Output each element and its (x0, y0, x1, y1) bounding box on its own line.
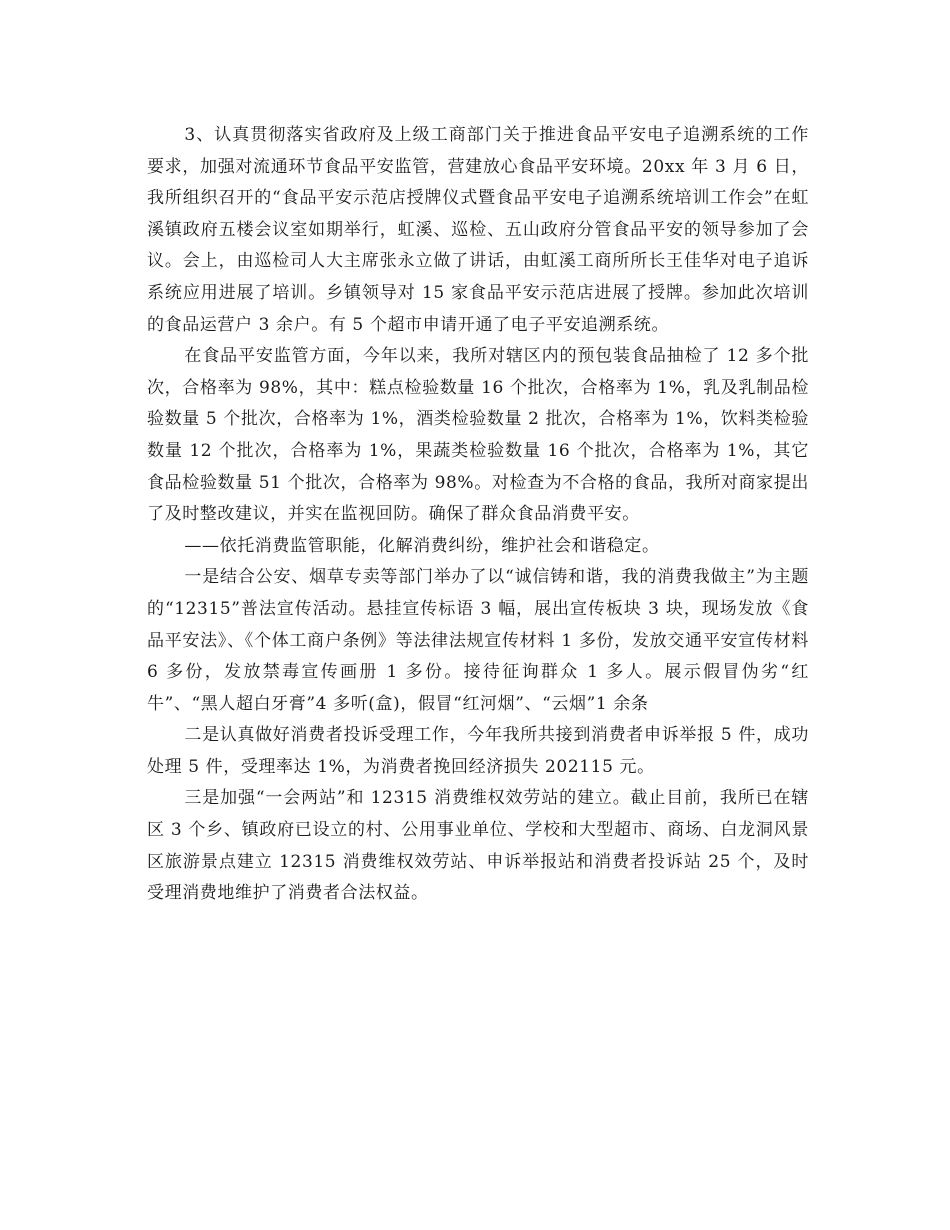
paragraph-publicity-activity: 一是结合公安、烟草专卖等部门举办了以“诚信铸和谐，我的消费我做主”为主题的“12315”普法宣传活动。悬挂宣传标语 3 幅，展出宣传板块 3 块，现场发放《食品平安法》、《个体工商户条例》等法律法规宣传材料 1 多份，发放交通平安宣传材料 6 多份，发放禁毒宣传画册 1 多份。接待征询群众 1 多人。展示假冒伪劣“红牛”、“黑人超白牙膏”4 多听(盒)，假冒“红河烟”、“云烟”1 余条 (147, 567, 809, 714)
document-body (147, 120, 809, 910)
paragraph-food-safety-tracing: 3、认真贯彻落实省政府及上级工商部门关于推进食品平安电子追溯系统的工作要求，加强对流通环节食品平安监管，营建放心食品平安环境。20xx 年 3 月 6 日，我所组织召开的“食品平安示范店授牌仪式暨食品平安电子追溯系统培训工作会”在虹溪镇政府五楼会议室如期举行，虹溪、巡检、五山政府分管食品平安的领导参加了会议。会上，由巡检司人大主席张永立做了讲话，由虹溪工商所所长王佳华对电子追诉系统应用进展了培训。乡镇领导对 15 家食品平安示范店进展了授牌。参加此次培训的食品运营户 3 余户。有 5 个超市申请开通了电子平安追溯系统。 (147, 125, 809, 335)
paragraph-service-stations: 三是加强“一会两站”和 12315 消费维权效劳站的建立。截止目前，我所已在辖区 3 个乡、镇政府已设立的村、公用事业单位、学校和大型超市、商场、白龙洞风景区旅游景点建立 12315 消费维权效劳站、申诉举报站和消费者投诉站 25 个，及时受理消费地维护了消费者合法权益。 (147, 788, 809, 904)
paragraph-food-inspection: 在食品平安监管方面，今年以来，我所对辖区内的预包装食品抽检了 12 多个批次，合格率为 98%，其中：糕点检验数量 16 个批次，合格率为 1%，乳及乳制品检验数量 5 个批次，合格率为 1%，酒类检验数量 2 批次，合格率为 1%，饮料类检验数量 12 个批次，合格率为 1%，果蔬类检验数量 16 个批次，合格率为 1%，其它食品检验数量 51 个批次，合格率为 98%。对检查为不合格的食品，我所对商家提出了及时整改建议，并实在监视回防。确保了群众食品消费平安。 (147, 346, 809, 525)
paragraph-section-heading: ——依托消费监管职能，化解消费纠纷，维护社会和谐稳定。 (184, 535, 660, 556)
paragraph-complaint-handling: 二是认真做好消费者投诉受理工作，今年我所共接到消费者申诉举报 5 件，成功处理 5 件，受理率达 1%，为消费者挽回经济损失 202115 元。 (147, 725, 809, 777)
